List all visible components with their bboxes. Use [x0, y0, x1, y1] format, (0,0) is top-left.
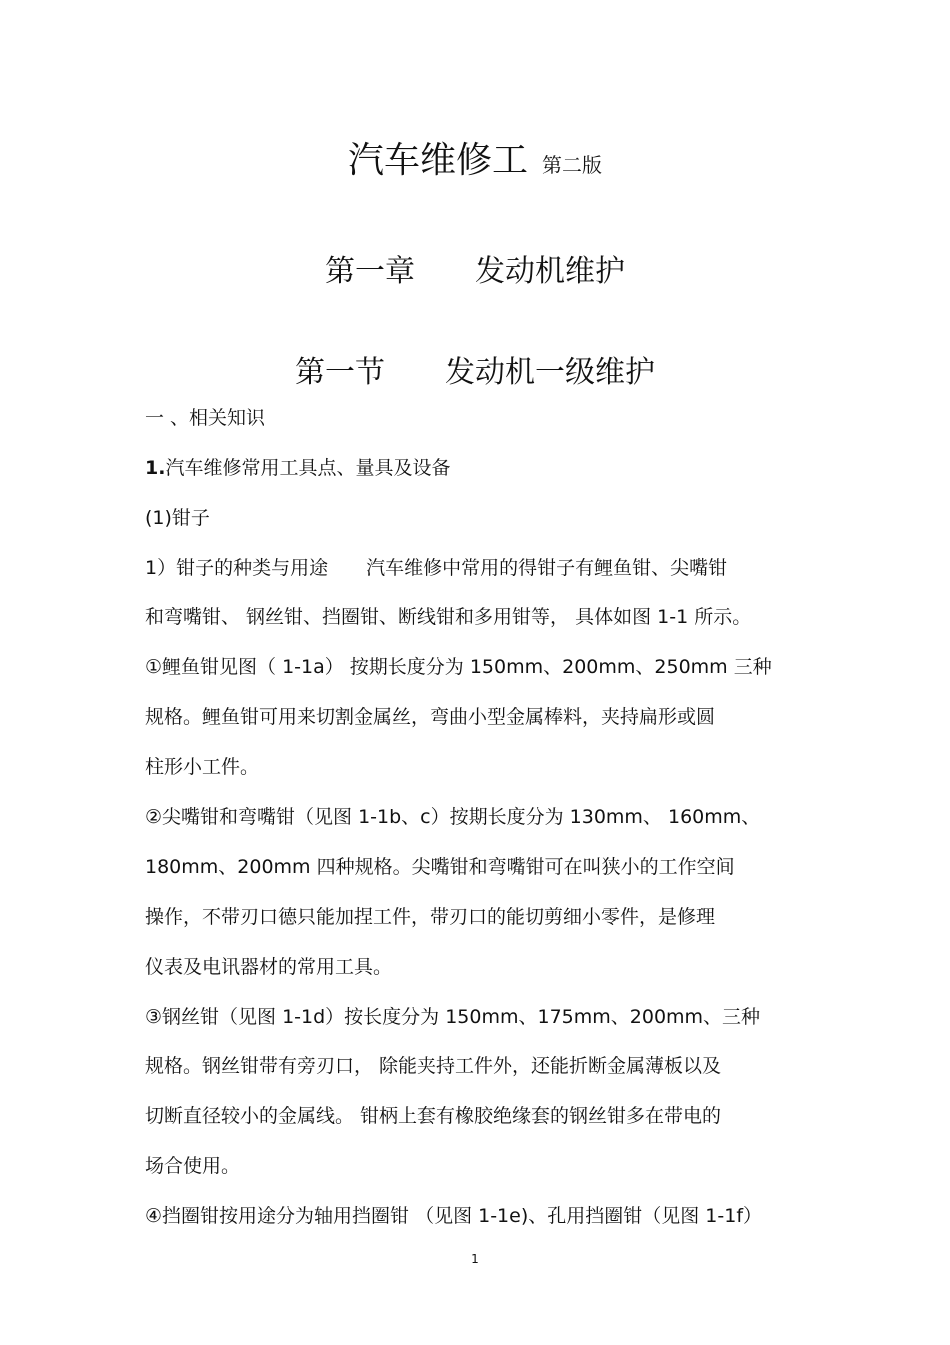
- title-main: 汽车维修工: [347, 140, 528, 181]
- heading-tools-number: 1.: [145, 457, 166, 479]
- chapter-heading: [0, 246, 950, 290]
- chapter-number: 第一章: [325, 254, 415, 289]
- paragraph-line: 180mm、200mm 四种规格。尖嘴钳和弯嘴钳可在叫狭小的工作空间: [145, 856, 735, 878]
- paragraph-line: ④挡圈钳按用途分为轴用挡圈钳 （见图 1-1e)、孔用挡圈钳（见图 1-1f）: [145, 1205, 763, 1227]
- heading-pliers: (1)钳子: [145, 507, 210, 529]
- paragraph-line: 规格。鲤鱼钳可用来切割金属丝，弯曲小型金属棒料，夹持扁形或圆: [145, 706, 716, 728]
- page-number: 1: [471, 1252, 479, 1266]
- paragraph-line: 和弯嘴钳、 钢丝钳、挡圈钳、断线钳和多用钳等， 具体如图 1-1 所示。: [145, 606, 752, 628]
- document-title: [0, 132, 950, 183]
- paragraph-line: 场合使用。: [145, 1155, 241, 1177]
- section-name: 发动机一级维护: [445, 355, 655, 390]
- heading-tools-text: 汽车维修常用工具点、量具及设备: [165, 457, 451, 479]
- paragraph-line: 1）钳子的种类与用途 汽车维修中常用的得钳子有鲤鱼钳、尖嘴钳: [145, 557, 728, 579]
- paragraph-line: ②尖嘴钳和弯嘴钳（见图 1-1b、c）按期长度分为 130mm、 160mm、: [145, 806, 761, 828]
- title-edition: 第二版: [542, 153, 602, 177]
- section-number: 第一节: [295, 355, 385, 390]
- paragraph-line: 操作，不带刃口德只能加捏工件，带刃口的能切剪细小零件，是修理: [145, 906, 716, 928]
- heading-related-knowledge: 一 、相关知识: [145, 407, 266, 429]
- paragraph-line: 仪表及电讯器材的常用工具。: [145, 956, 393, 978]
- paragraph-line: 切断直径较小的金属线。 钳柄上套有橡胶绝缘套的钢丝钳多在带电的: [145, 1105, 722, 1127]
- heading-tools: [145, 455, 450, 481]
- paragraph-line: ③钢丝钳（见图 1-1d）按长度分为 150mm、175mm、200mm、三种: [145, 1006, 761, 1028]
- paragraph-line: 柱形小工件。: [145, 756, 260, 778]
- paragraph-line: 规格。钢丝钳带有旁刃口， 除能夹持工件外，还能折断金属薄板以及: [145, 1055, 722, 1077]
- paragraph-line: ①鲤鱼钳见图（ 1-1a） 按期长度分为 150mm、200mm、250mm 三种: [145, 656, 772, 678]
- section-heading: [0, 347, 950, 391]
- chapter-name: 发动机维护: [475, 254, 625, 289]
